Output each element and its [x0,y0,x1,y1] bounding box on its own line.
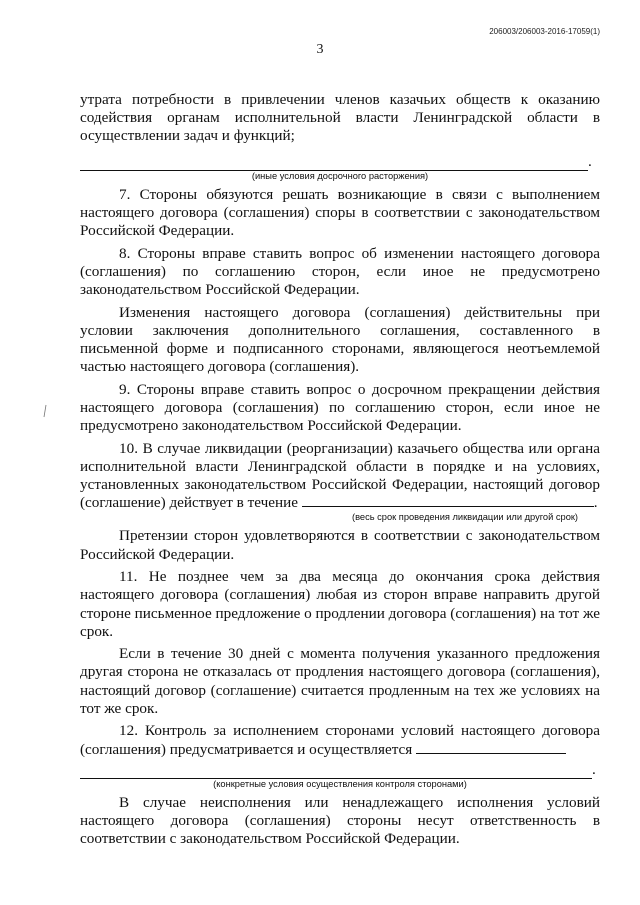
line-end-period: . [588,152,592,170]
paragraph-12 [80,722,600,758]
fill-in-rule [80,156,588,171]
paragraph-intro: утрата потребности в привлечении членов казачьих обществ к оказанию содействия органам исполнительной власти Ленинградской области в осуществлении задач и функций; [80,91,600,145]
paragraph-10 [80,440,600,513]
paragraph-11-extension: Если в течение 30 дней с момента получения указанного предложения другая сторона не отказалась от продления настоящего договора (соглашения), настоящий договор (соглашение) считается продленным на тех же условиях на тот же срок. [80,645,600,717]
document-id: 206003/206003-2016-17059(1) [489,27,600,36]
paragraph-10-claims: Претензии сторон удовлетворяются в соответствии с законодательством Российской Федерации. [80,527,600,563]
document-body [80,91,600,853]
line-end-period: . [593,494,598,512]
margin-mark [42,404,48,418]
paragraph-10-text: 10. В случае ликвидации (реорганизации) казачьего общества или органа исполнительной власти Ленинградской области в порядке и на условиях, установленных законодательством Российской Федерации, настоящий договор (соглашение) действует в течение [80,439,600,512]
paragraph-7: 7. Стороны обязуются решать возникающие в связи с выполнением настоящего договора (соглашения) споры в соответствии с законодательством Российской Федерации. [80,185,600,240]
paragraph-11: 11. Не позднее чем за два месяца до окончания срока действия настоящего договора (соглашения) любая из сторон вправе направить другой стороне письменное предложение о продлении договора (соглашения) на тот же срок. [80,568,600,640]
paragraph-9: 9. Стороны вправе ставить вопрос о досрочном прекращении действия настоящего договора (соглашения) по соглашению сторон, если иное не предусмотрено законодательством Российской Федерации. [80,380,600,435]
blank-line-termination [80,153,600,171]
caption-control: (конкретные условия осуществления контроля сторонами) [213,778,467,789]
line-end-period: . [592,760,596,778]
page-number: 3 [316,42,324,57]
paragraph-liability: В случае неисполнения или ненадлежащего исполнения условий настоящего договора (соглашения) стороны несут ответственность в соответствии с законодательством Российской Федерации. [80,793,600,848]
fill-in-rule [80,764,592,779]
caption-period: (весь срок проведения ликвидации или другой срок) [351,512,579,523]
fill-in-rule-period [302,506,594,507]
fill-in-rule-control [416,753,566,754]
paragraph-12-text: 12. Контроль за исполнением сторонами условий настоящего договора (соглашения) предусматривается и осуществляется [80,722,600,758]
paragraph-8-changes: Изменения настоящего договора (соглашения) действительны при условии заключения дополнительного соглашения, составленного в письменной форме и подписанного сторонами, являющегося неотъемлемой частью настоящего договора (соглашения). [80,303,600,376]
blank-line-control [80,761,600,779]
caption-termination: (иные условия досрочного расторжения) [251,170,429,181]
paragraph-8: 8. Стороны вправе ставить вопрос об изменении настоящего договора (соглашения) по соглашению сторон, если иное не предусмотрено законодательством Российской Федерации. [80,244,600,299]
